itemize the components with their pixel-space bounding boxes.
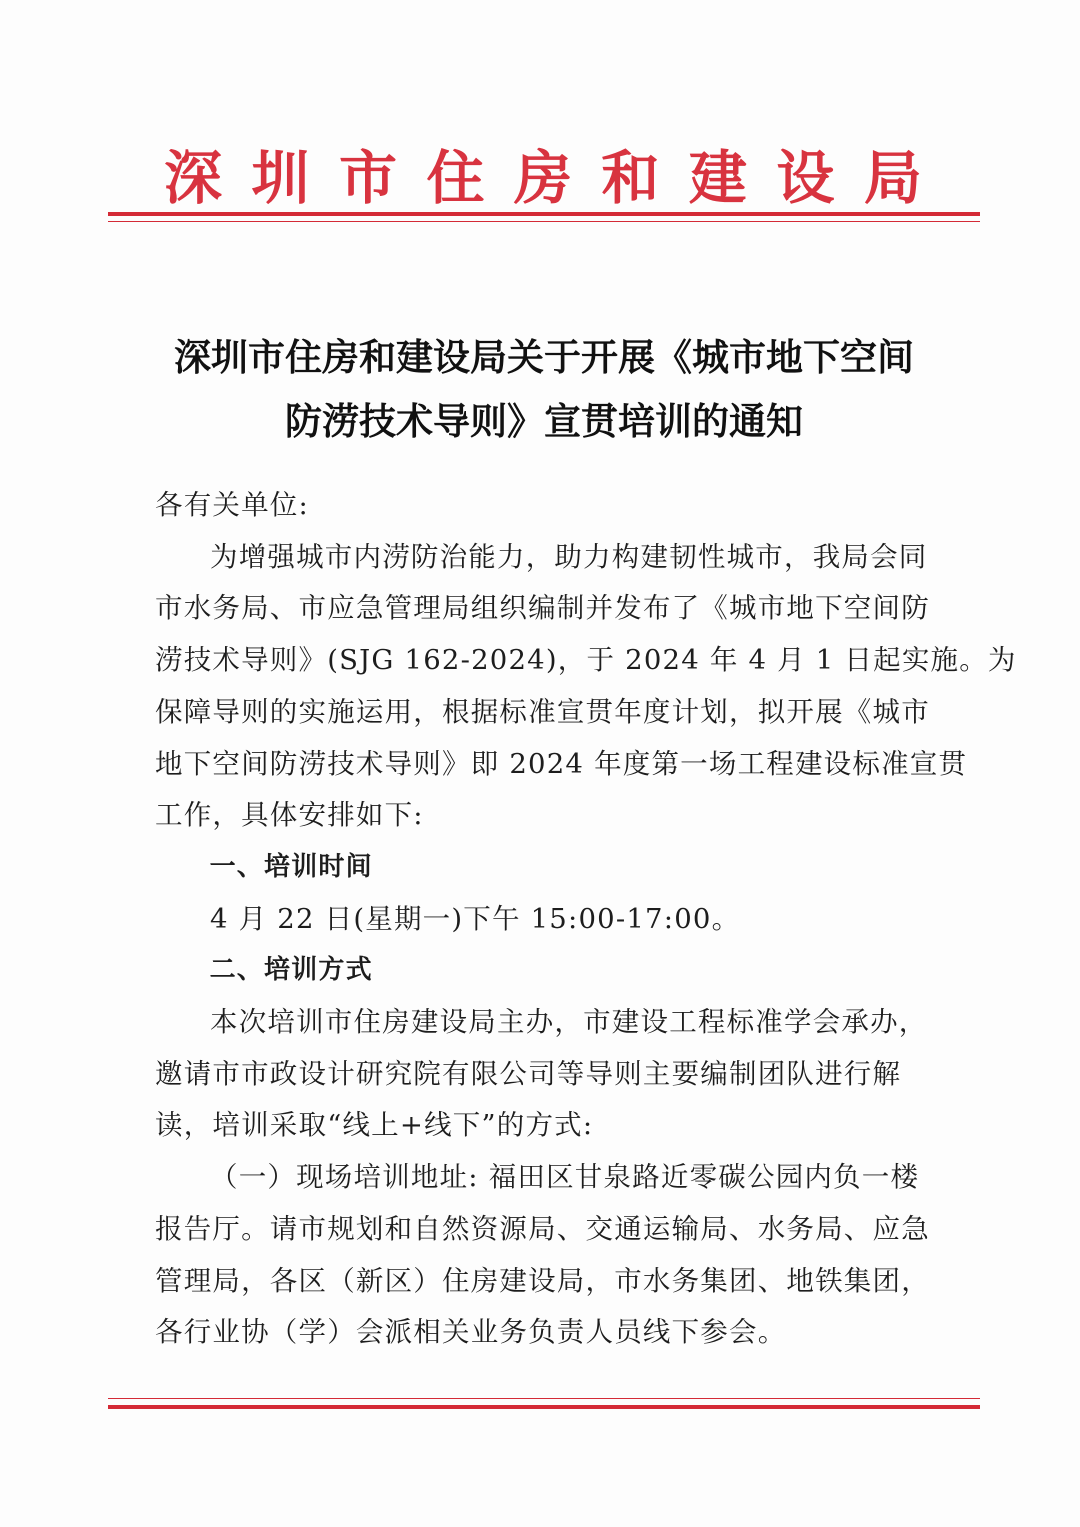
section-heading-training-method: 二、培训方式 xyxy=(209,955,373,986)
onsite-line: 报告厅。请市规划和自然资源局、交通运输局、水务局、应急 xyxy=(155,1212,930,1245)
letterhead-char: 市 xyxy=(338,144,397,212)
document-body xyxy=(155,480,1017,1359)
letterhead-char: 住 xyxy=(426,144,485,212)
document-title xyxy=(108,326,980,454)
title-line: 防涝技术导则》宣贯培训的通知 xyxy=(285,400,803,443)
onsite-paragraph xyxy=(155,1152,955,1359)
letterhead-char: 局 xyxy=(863,144,922,212)
letterhead-rule-thick xyxy=(108,212,980,216)
footer-rule-thin xyxy=(108,1398,980,1399)
method-line: 读，培训采取“线上+线下”的方式: xyxy=(155,1109,594,1142)
training-method-paragraph xyxy=(155,997,955,1152)
onsite-line: （一）现场培训地址: 福田区甘泉路近零碳公园内负一楼 xyxy=(210,1161,920,1194)
salutation: 各有关单位: xyxy=(155,489,309,521)
intro-line: 市水务局、市应急管理局组织编制并发布了《城市地下空间防 xyxy=(155,592,930,625)
method-line: 本次培训市住房建设局主办，市建设工程标准学会承办， xyxy=(210,1006,928,1039)
footer-rule-thick xyxy=(108,1405,980,1409)
section-heading-training-time: 一、培训时间 xyxy=(209,851,373,882)
letterhead-char: 建 xyxy=(688,144,747,212)
letterhead-agency-name xyxy=(108,138,978,218)
intro-line: 地下空间防涝技术导则》即 2024 年度第一场工程建设标准宣贯 xyxy=(155,747,968,780)
letterhead-char: 房 xyxy=(513,144,572,212)
method-line: 邀请市市政设计研究院有限公司等导则主要编制团队进行解 xyxy=(155,1057,902,1090)
intro-line: 涝技术导则》(SJG 162-2024)，于 2024 年 4 月 1 日起实施。为 xyxy=(155,644,1017,677)
letterhead-char: 圳 xyxy=(251,144,310,212)
training-time-text: 4 月 22 日(星期一)下午 15:00-17:00。 xyxy=(210,902,741,935)
intro-paragraph xyxy=(155,532,1017,842)
intro-line: 为增强城市内涝防治能力，助力构建韧性城市，我局会同 xyxy=(210,540,928,573)
intro-line: 保障导则的实施运用，根据标准宣贯年度计划，拟开展《城市 xyxy=(155,695,930,728)
onsite-line: 各行业协（学）会派相关业务负责人员线下参会。 xyxy=(155,1316,787,1349)
letterhead-char: 深 xyxy=(164,144,223,212)
letterhead-char: 设 xyxy=(776,144,835,212)
onsite-line: 管理局，各区（新区）住房建设局，市水务集团、地铁集团， xyxy=(155,1264,930,1297)
letterhead-rule-thin xyxy=(108,221,980,222)
letterhead-char: 和 xyxy=(601,144,660,212)
intro-line: 工作，具体安排如下: xyxy=(155,799,424,832)
title-line: 深圳市住房和建设局关于开展《城市地下空间 xyxy=(174,336,914,379)
